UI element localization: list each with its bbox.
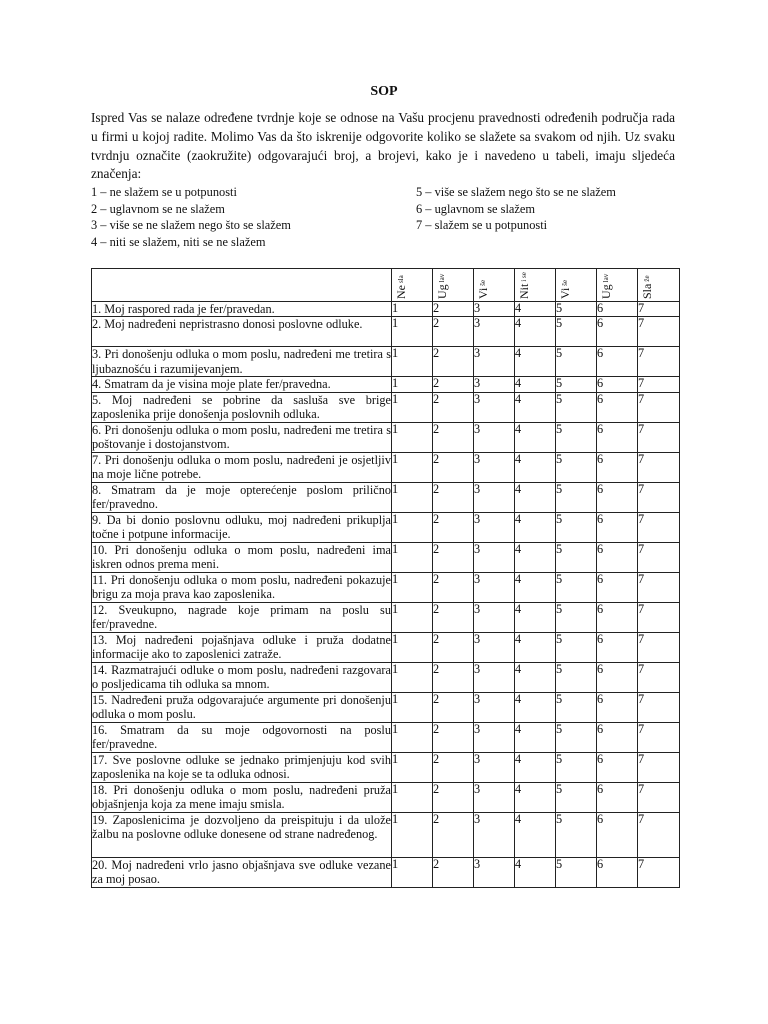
rating-option-cell[interactable]: 6 (597, 632, 638, 662)
rating-option-cell[interactable]: 1 (392, 452, 433, 482)
legend-item: 5 – više se slažem nego što se ne slažem (416, 185, 616, 199)
rating-option-cell[interactable]: 7 (638, 377, 680, 392)
rating-option-cell[interactable]: 7 (638, 512, 680, 542)
table-row (92, 392, 680, 422)
rating-option-cell[interactable]: 1 (392, 572, 433, 602)
rating-option-cell[interactable]: 5 (556, 572, 597, 602)
rating-option-cell[interactable]: 2 (433, 632, 474, 662)
rating-option-cell[interactable]: 2 (433, 422, 474, 452)
rating-option-cell[interactable]: 1 (392, 377, 433, 392)
table-row (92, 317, 680, 347)
rating-option-cell[interactable]: 5 (556, 392, 597, 422)
rating-option-cell[interactable]: 3 (474, 302, 515, 317)
rating-option-cell[interactable]: 6 (597, 857, 638, 887)
statement-cell: 9. Da bi donio poslovnu odluku, moj nadređeni prikuplja točne i potpune informacije. (92, 512, 391, 542)
rating-option-cell[interactable]: 7 (638, 752, 680, 782)
rating-option-cell[interactable]: 4 (515, 602, 556, 632)
rating-option-cell[interactable]: 5 (556, 347, 597, 377)
rating-option-cell[interactable]: 2 (433, 377, 474, 392)
statement-cell: 5. Moj nadređeni se pobrine da sasluša sve brige zaposlenika prije donošenja poslovnih odluka. (92, 392, 391, 422)
rating-option-cell[interactable]: 2 (433, 452, 474, 482)
rating-option-cell[interactable]: 3 (474, 782, 515, 812)
rating-option-cell[interactable]: 3 (474, 662, 515, 692)
rating-option-cell[interactable]: 2 (433, 692, 474, 722)
statement-cell: 1. Moj raspored rada je fer/pravedan. (92, 302, 392, 317)
rating-option-cell[interactable]: 1 (392, 722, 433, 752)
rating-option-cell[interactable]: 2 (433, 602, 474, 632)
table-row (92, 377, 680, 392)
legend-item: 2 – uglavnom se ne slažem (91, 201, 225, 216)
page-title: SOP (370, 84, 398, 99)
rating-option-cell[interactable]: 7 (638, 482, 680, 512)
rating-option-cell[interactable]: 6 (597, 347, 638, 377)
rating-option-cell[interactable]: 4 (515, 812, 556, 857)
rating-option-cell[interactable]: 6 (597, 812, 638, 857)
table-row (92, 482, 680, 512)
statement-cell: 20. Moj nadređeni vrlo jasno objašnjava sve odluke vezane za moj posao. (92, 857, 391, 887)
rating-option-cell[interactable]: 1 (392, 662, 433, 692)
rating-option-cell[interactable]: 2 (433, 392, 474, 422)
rating-option-cell[interactable]: 6 (597, 602, 638, 632)
rating-option-cell[interactable]: 3 (474, 542, 515, 572)
rating-option-cell[interactable]: 1 (392, 602, 433, 632)
rating-option-cell[interactable]: 1 (392, 632, 433, 662)
rating-option-cell[interactable]: 7 (638, 317, 680, 347)
rating-option-cell[interactable]: 4 (515, 722, 556, 752)
statement-cell: 14. Razmatrajući odluke o mom poslu, nadređeni razgovara o posljedicama tih odluka sa mnom. (92, 662, 391, 692)
rating-option-cell[interactable]: 2 (433, 782, 474, 812)
rating-option-cell[interactable]: 5 (556, 452, 597, 482)
rating-option-cell[interactable]: 1 (392, 692, 433, 722)
rating-option-cell[interactable]: 3 (474, 452, 515, 482)
rating-option-cell[interactable]: 1 (392, 512, 433, 542)
rating-option-cell[interactable]: 7 (638, 782, 680, 812)
rating-option-cell[interactable]: 4 (515, 317, 556, 347)
rating-option-cell[interactable]: 4 (515, 422, 556, 452)
rating-option-cell[interactable]: 7 (638, 452, 680, 482)
rating-option-cell[interactable]: 7 (638, 422, 680, 452)
rating-option-cell[interactable]: 1 (392, 857, 433, 887)
legend-item: 4 – niti se slažem, niti se ne slažem (91, 234, 266, 249)
rating-option-cell[interactable]: 1 (392, 752, 433, 782)
rating-option-cell[interactable]: 1 (392, 392, 433, 422)
header-cell: $Vi^{še}$ (556, 269, 597, 302)
statement-cell: 8. Smatram da je moje opterećenje poslom prilično fer/pravedno. (92, 482, 391, 512)
rating-option-cell[interactable]: 4 (515, 632, 556, 662)
legend-item: 6 – uglavnom se slažem (416, 201, 536, 216)
rating-option-cell[interactable]: 2 (433, 302, 474, 317)
rating-option-cell[interactable]: 4 (515, 377, 556, 392)
header-cell: Nit$^{i se}$ (515, 269, 556, 302)
header-cell: $Ug^{lav}$ (433, 269, 474, 302)
rating-option-cell[interactable]: 4 (515, 857, 556, 887)
rating-option-cell[interactable]: 1 (392, 542, 433, 572)
rating-option-cell[interactable]: 5 (556, 857, 597, 887)
rating-option-cell[interactable]: 4 (515, 482, 556, 512)
header-blank-cell (92, 269, 392, 302)
table-header-row (92, 269, 680, 302)
rating-option-cell[interactable]: 2 (433, 857, 474, 887)
survey-table-body (92, 302, 680, 888)
rating-option-cell[interactable]: 5 (556, 752, 597, 782)
rating-option-cell[interactable]: 3 (474, 752, 515, 782)
rating-option-cell[interactable]: 2 (433, 482, 474, 512)
rating-option-cell[interactable]: 5 (556, 722, 597, 752)
rating-option-cell[interactable]: 6 (597, 512, 638, 542)
survey-table (91, 268, 680, 888)
rating-option-cell[interactable]: 3 (474, 812, 515, 857)
rating-option-cell[interactable]: 4 (515, 782, 556, 812)
header-cell: Sla$^{že}$ (638, 269, 680, 302)
rating-option-cell[interactable]: 3 (474, 347, 515, 377)
table-row (92, 542, 680, 572)
rating-option-cell[interactable]: 6 (597, 377, 638, 392)
rating-option-cell[interactable]: 7 (638, 692, 680, 722)
rating-option-cell[interactable]: 1 (392, 782, 433, 812)
rating-option-cell[interactable]: 5 (556, 602, 597, 632)
scale-legend (91, 184, 681, 254)
rating-option-cell[interactable]: 3 (474, 392, 515, 422)
rating-option-cell[interactable]: 3 (474, 722, 515, 752)
rating-option-cell[interactable]: 3 (474, 632, 515, 662)
rating-option-cell[interactable]: 4 (515, 662, 556, 692)
rating-option-cell[interactable]: 5 (556, 782, 597, 812)
rating-option-cell[interactable]: 5 (556, 662, 597, 692)
table-row (92, 347, 680, 377)
table-row (92, 782, 680, 812)
rating-option-cell[interactable]: 3 (474, 422, 515, 452)
legend-right-column (416, 184, 616, 234)
table-row (92, 452, 680, 482)
rating-option-cell[interactable]: 3 (474, 572, 515, 602)
rating-option-cell[interactable]: 3 (474, 512, 515, 542)
table-row (92, 752, 680, 782)
rating-option-cell[interactable]: 1 (392, 317, 433, 347)
statement-cell: 6. Pri donošenju odluka o mom poslu, nadređeni me tretira s poštovanje i dostojanstvom. (92, 422, 391, 452)
rating-option-cell[interactable]: 4 (515, 392, 556, 422)
rating-option-cell[interactable]: 7 (638, 662, 680, 692)
rating-option-cell[interactable]: 3 (474, 692, 515, 722)
rating-option-cell[interactable]: 7 (638, 812, 680, 857)
rating-option-cell[interactable]: 5 (556, 422, 597, 452)
rating-option-cell[interactable]: 6 (597, 722, 638, 752)
rating-option-cell[interactable]: 3 (474, 482, 515, 512)
rating-option-cell[interactable]: 5 (556, 512, 597, 542)
rating-option-cell[interactable]: 7 (638, 722, 680, 752)
header-cell: $Vi^{še}$ (474, 269, 515, 302)
rating-option-cell[interactable]: 5 (556, 632, 597, 662)
statement-cell: 19. Zaposlenicima je dozvoljeno da preispituju i da ulože žalbu na poslovne odluke donesene od strane nadređenog. (92, 812, 392, 857)
legend-left-column (91, 184, 291, 250)
rating-option-cell[interactable]: 6 (597, 392, 638, 422)
statement-cell: 17. Sve poslovne odluke se jednako primjenjuju kod svih zaposlenika na koje se ta odluka odnosi. (92, 752, 391, 782)
rating-option-cell[interactable]: 4 (515, 572, 556, 602)
rating-option-cell[interactable]: 7 (638, 302, 680, 317)
rating-option-cell[interactable]: 5 (556, 812, 597, 857)
table-row (92, 512, 680, 542)
rating-option-cell[interactable]: 2 (433, 812, 474, 857)
legend-item: 7 – slažem se u potpunosti (416, 218, 548, 232)
rating-option-cell[interactable]: 6 (597, 482, 638, 512)
rating-option-cell[interactable]: 1 (392, 812, 433, 857)
statement-cell: 2. Moj nadređeni nepristrasno donosi poslovne odluke. (92, 317, 392, 347)
rating-option-cell[interactable]: 2 (433, 662, 474, 692)
rating-option-cell[interactable]: 5 (556, 317, 597, 347)
rating-option-cell[interactable]: 4 (515, 302, 556, 317)
intro-paragraph: Ispred Vas se nalaze određene tvrdnje koje se odnose na Vašu procjenu pravednosti određenih područja rada u firmi u kojoj radite. Molimo Vas da što iskrenije odgovorite koliko se slažete sa svakom od njih. Uz svaku tvrdnju označite (zaokružite) odgovarajući broj, a brojevi, kako je i navedeno u tabeli, imaju sljedeća značenja: (91, 110, 675, 182)
rating-option-cell[interactable]: 6 (597, 692, 638, 722)
rating-option-cell[interactable]: 2 (433, 347, 474, 377)
statement-cell: 12. Sveukupno, nagrade koje primam na poslu su fer/pravedne. (92, 602, 391, 632)
rating-option-cell[interactable]: 1 (392, 422, 433, 452)
rating-option-cell[interactable]: 3 (474, 317, 515, 347)
statement-cell: 18. Pri donošenju odluka o mom poslu, nadređeni pruža objašnjenja koja za mene imaju smisla. (92, 782, 391, 812)
table-row (92, 302, 680, 317)
header-cell: $Ug^{lav}$ (597, 269, 638, 302)
rating-option-cell[interactable]: 3 (474, 602, 515, 632)
rating-option-cell[interactable]: 6 (597, 302, 638, 317)
table-row (92, 662, 680, 692)
rating-option-cell[interactable]: 7 (638, 347, 680, 377)
rating-option-cell[interactable]: 3 (474, 377, 515, 392)
statement-cell: 13. Moj nadređeni pojašnjava odluke i pruža dodatne informacije ako to zaposlenici zatraže. (92, 632, 391, 662)
legend-item: 3 – više se ne slažem nego što se slažem (91, 218, 291, 232)
rating-option-cell[interactable]: 4 (515, 752, 556, 782)
rating-option-cell[interactable]: 4 (515, 692, 556, 722)
statement-cell: 16. Smatram da su moje odgovornosti na poslu fer/pravedne. (92, 722, 391, 752)
table-row (92, 632, 680, 662)
rating-option-cell[interactable]: 6 (597, 317, 638, 347)
table-row (92, 572, 680, 602)
header-cell: $Ne^{sla}$ (392, 269, 433, 302)
rating-option-cell[interactable]: 6 (597, 782, 638, 812)
rating-option-cell[interactable]: 5 (556, 692, 597, 722)
rating-option-cell[interactable]: 1 (392, 482, 433, 512)
rating-option-cell[interactable]: 4 (515, 452, 556, 482)
rating-option-cell[interactable]: 2 (433, 542, 474, 572)
table-row (92, 857, 680, 887)
table-row (92, 602, 680, 632)
rating-option-cell[interactable]: 1 (392, 302, 433, 317)
rating-option-cell[interactable]: 5 (556, 482, 597, 512)
rating-option-cell[interactable]: 2 (433, 752, 474, 782)
statement-cell: 3. Pri donošenju odluka o mom poslu, nadređeni me tretira s ljubaznošću i razumijevanjem. (92, 347, 391, 376)
rating-option-cell[interactable]: 2 (433, 572, 474, 602)
rating-option-cell[interactable]: 6 (597, 452, 638, 482)
rating-option-cell[interactable]: 4 (515, 347, 556, 377)
statement-cell: 7. Pri donošenju odluka o mom poslu, nadređeni je osjetljiv na moje lične potrebe. (92, 452, 391, 482)
rating-option-cell[interactable]: 6 (597, 752, 638, 782)
rating-option-cell[interactable]: 1 (392, 347, 433, 377)
table-row (92, 812, 680, 857)
rating-option-cell[interactable]: 3 (474, 857, 515, 887)
table-row (92, 422, 680, 452)
statement-cell: 15. Nadređeni pruža odgovarajuće argumente pri donošenju odluka o mom poslu. (92, 692, 391, 722)
rating-option-cell[interactable]: 7 (638, 572, 680, 602)
rating-option-cell[interactable]: 5 (556, 377, 597, 392)
rating-option-cell[interactable]: 7 (638, 857, 680, 887)
rating-option-cell[interactable]: 6 (597, 422, 638, 452)
rating-option-cell[interactable]: 7 (638, 602, 680, 632)
rating-option-cell[interactable]: 4 (515, 512, 556, 542)
rating-option-cell[interactable]: 7 (638, 392, 680, 422)
legend-item: 1 – ne slažem se u potpunosti (91, 185, 237, 199)
rating-option-cell[interactable]: 6 (597, 662, 638, 692)
rating-option-cell[interactable]: 4 (515, 542, 556, 572)
table-row (92, 722, 680, 752)
rating-option-cell[interactable]: 2 (433, 722, 474, 752)
statement-cell: 11. Pri donošenju odluka o mom poslu, nadređeni pokazuje brigu za moja prava kao zaposlenika. (92, 572, 391, 602)
rating-option-cell[interactable]: 2 (433, 512, 474, 542)
rating-option-cell[interactable]: 7 (638, 632, 680, 662)
rating-option-cell[interactable]: 2 (433, 317, 474, 347)
statement-cell: 10. Pri donošenju odluka o mom poslu, nadređeni ima iskren odnos prema meni. (92, 542, 391, 572)
rating-option-cell[interactable]: 7 (638, 542, 680, 572)
rating-option-cell[interactable]: 6 (597, 572, 638, 602)
rating-option-cell[interactable]: 5 (556, 542, 597, 572)
statement-cell: 4. Smatram da je visina moje plate fer/pravedna. (92, 377, 392, 392)
rating-option-cell[interactable]: 6 (597, 542, 638, 572)
rating-option-cell[interactable]: 5 (556, 302, 597, 317)
table-row (92, 692, 680, 722)
